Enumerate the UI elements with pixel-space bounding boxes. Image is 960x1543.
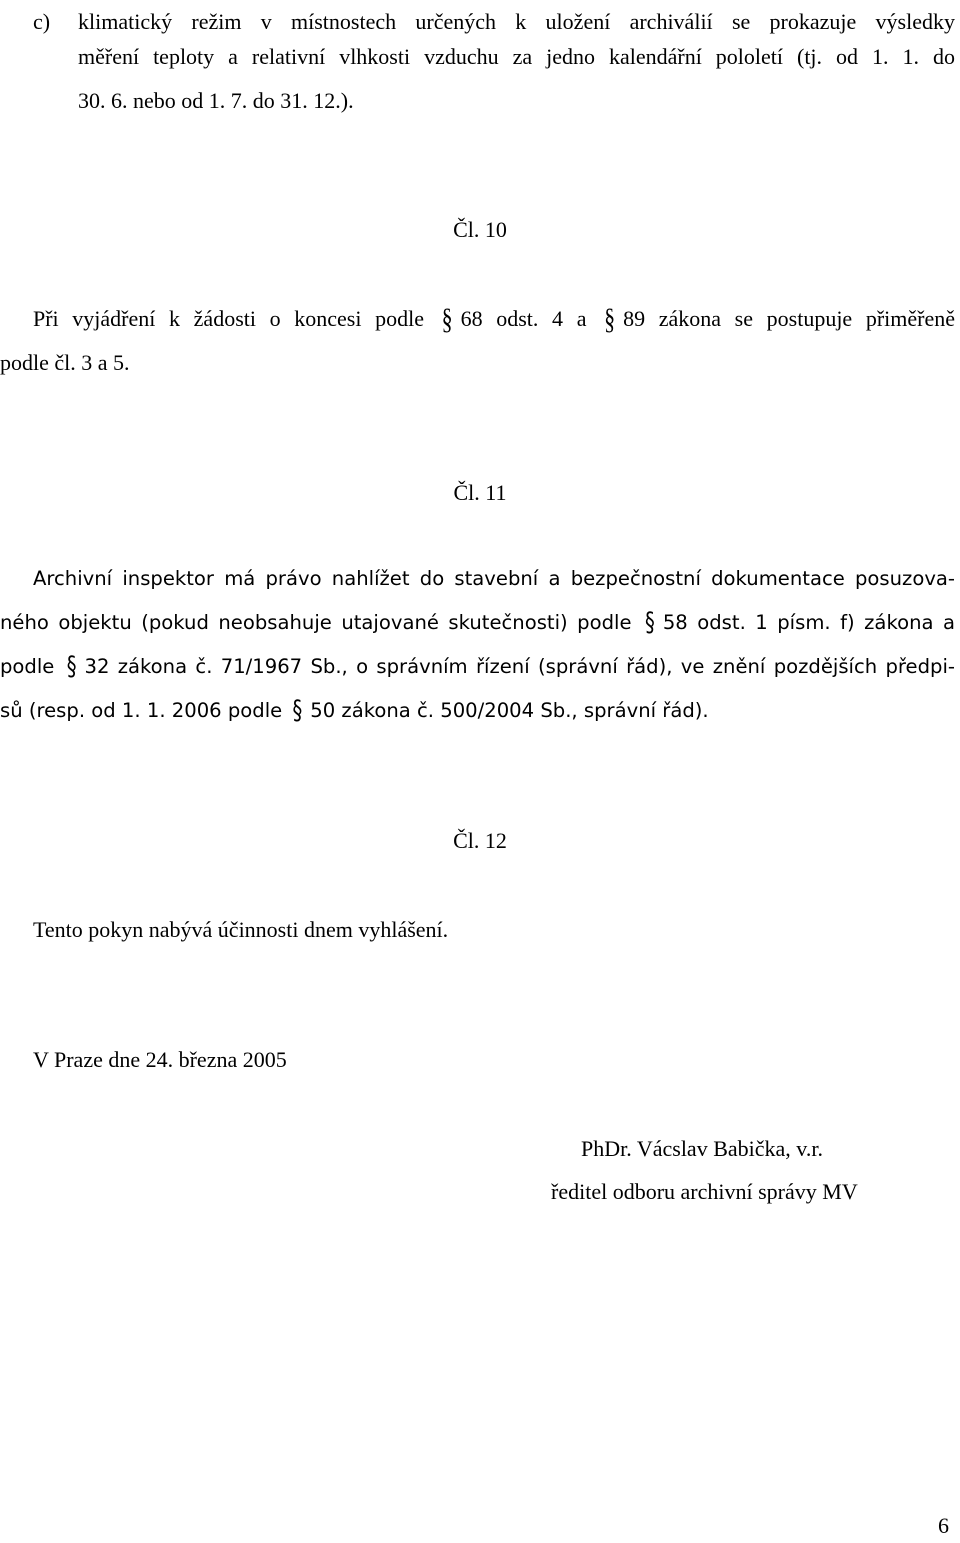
section-sign: §: [292, 694, 303, 726]
article-heading-11: Čl. 11: [453, 480, 507, 505]
place-and-date: V Praze dne 24. března 2005: [33, 1047, 287, 1072]
list-item-line: klimatický režim v místnostech určených k uložení archiválií se prokazuje výsledky: [78, 9, 955, 34]
section-sign: §: [604, 301, 616, 336]
list-marker: c): [33, 9, 51, 34]
article-10-paragraph: [0, 297, 955, 385]
section-sign: §: [441, 301, 453, 336]
signatory-name: PhDr. Vácslav Babička, v.r.: [581, 1136, 823, 1161]
paragraph-line: Archivní inspektor má právo nahlížet do stavební a bezpečnostní dokumentace posuzova-: [33, 567, 955, 590]
article-heading-12: Čl. 12: [453, 828, 507, 853]
list-item-line: 30. 6. nebo od 1. 7. do 31. 12.).: [78, 88, 354, 113]
paragraph-line: podle čl. 3 a 5.: [0, 350, 130, 375]
page-number: 6: [938, 1513, 949, 1538]
list-item-line: měření teploty a relativní vlhkosti vzduchu za jedno kalendářní pololetí (tj. od 1. 1. do: [78, 44, 955, 69]
paragraph-line: ného objektu (pokud neobsahuje utajované skutečnosti) podle § 58 odst. 1 písm. f) zákona a: [0, 601, 955, 645]
paragraph-line: podle § 32 zákona č. 71/1967 Sb., o správním řízení (správní řád), ve znění pozdějších předpi-: [0, 645, 955, 689]
signatory-title: ředitel odboru archivní správy MV: [551, 1179, 858, 1204]
article-heading-10: Čl. 10: [453, 217, 507, 242]
section-sign: §: [66, 650, 77, 682]
section-sign: §: [645, 606, 655, 638]
article-11-paragraph: [0, 557, 955, 733]
article-12-paragraph: Tento pokyn nabývá účinnosti dnem vyhlášení.: [33, 917, 449, 942]
paragraph-line: sů (resp. od 1. 1. 2006 podle § 50 zákona č. 500/2004 Sb., správní řád).: [0, 689, 955, 733]
paragraph-line: Při vyjádření k žádosti o koncesi podle § 68 odst. 4 a § 89 zákona se postupuje přiměřeně: [0, 297, 955, 341]
